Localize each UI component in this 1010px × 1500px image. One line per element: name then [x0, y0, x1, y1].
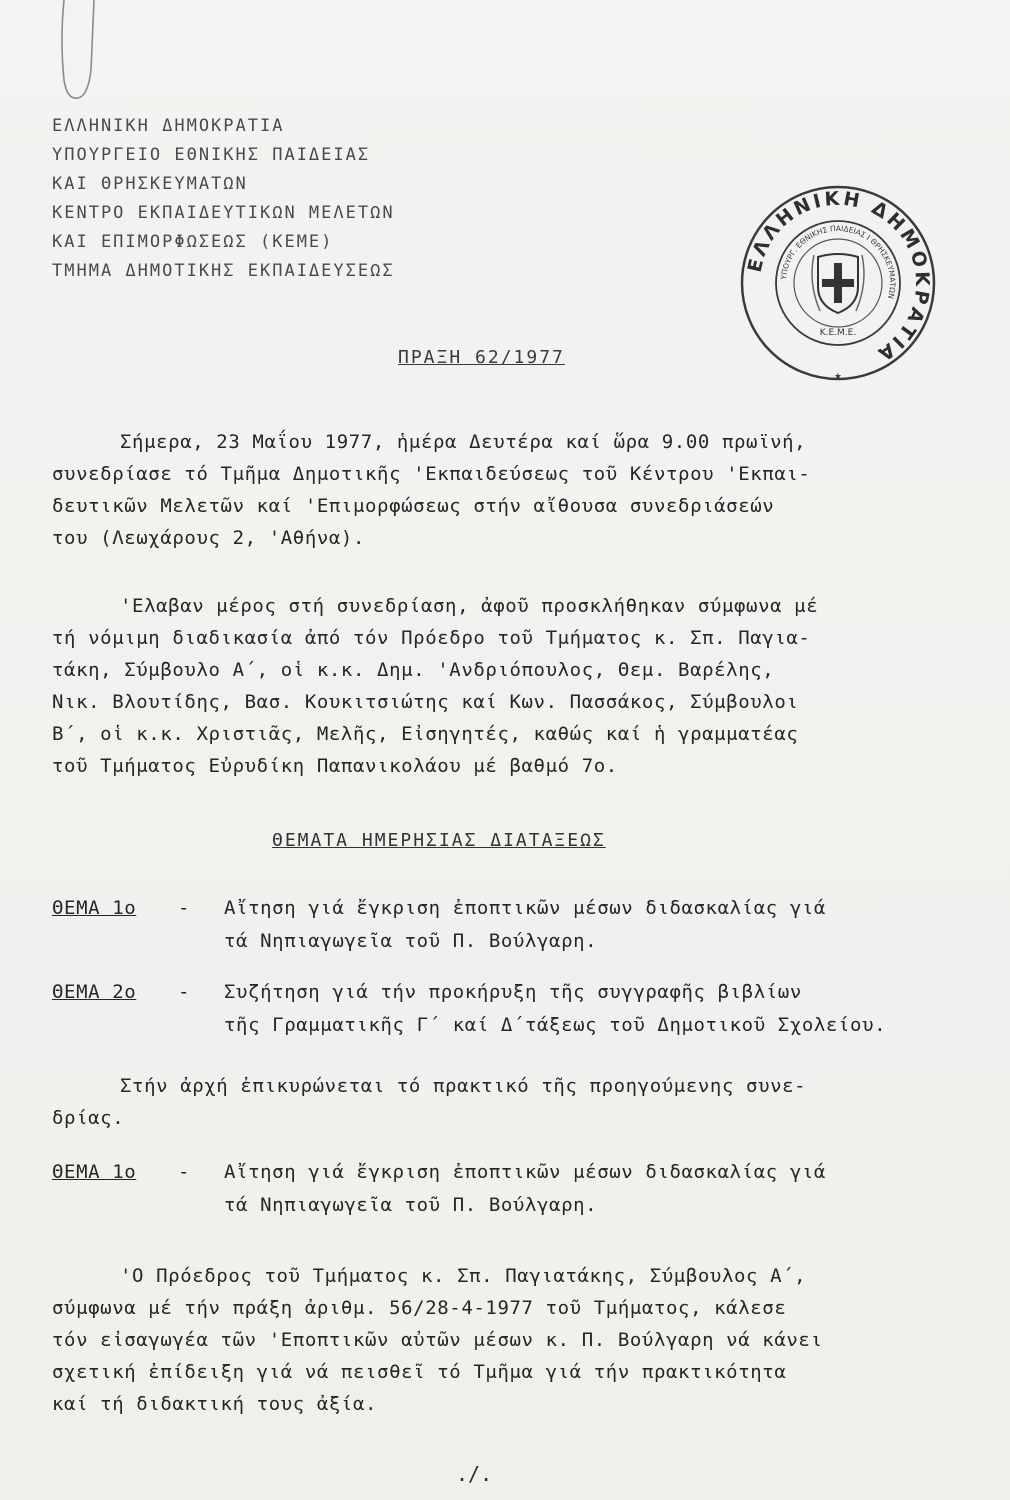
- topic-line: Συζήτηση γιά τήν προκήρυξη τῆς συγγραφῆς βιβλίων: [224, 981, 802, 1003]
- paragraph-line: καί τή διδακτική τους ἀξία.: [52, 1393, 378, 1415]
- paragraph-line: Β΄, οἱ κ.κ. Χριστιᾶς, Μελῆς, Εἰσηγητές, καθώς καί ἡ γραμματέας: [52, 723, 799, 745]
- topic-dash: -: [178, 1161, 191, 1183]
- paragraph-line: Σήμερα, 23 Μαΐου 1977, ἡμέρα Δευτέρα καί ὥρα 9.00 πρωϊνή,: [120, 431, 807, 453]
- letterhead: [52, 112, 395, 286]
- paragraph-line: τόν εἰσαγωγέα τῶν 'Εποπτικῶν αὐτῶν μέσων κ. Π. Βούλγαρη νά κάνει: [52, 1329, 823, 1351]
- letterhead-line: ΤΜΗΜΑ ΔΗΜΟΤΙΚΗΣ ΕΚΠΑΙΔΕΥΣΕΩΣ: [52, 261, 395, 281]
- paragraph-line: σύμφωνα μέ τήν πράξη ἀριθμ. 56/28-4-1977 τοῦ Τμήματος, κάλεσε: [52, 1297, 787, 1319]
- page-title: ΠΡΑΞΗ 62/1977: [398, 347, 565, 368]
- paragraph-line: συνεδρίασε τό Τμῆμα Δημοτικῆς 'Εκπαιδεύσεως τοῦ Κέντρου 'Εκπαι-: [52, 463, 811, 485]
- paragraph-line: τοῦ Τμήματος Εὐρυδίκη Παπανικολάου μέ βαθμό 7ο.: [52, 755, 618, 777]
- topic-line: τῆς Γραμματικῆς Γ΄ καί Δ΄τάξεως τοῦ Δημοτικοῦ Σχολείου.: [224, 1014, 887, 1036]
- topic-dash: -: [178, 897, 191, 919]
- continuation-mark: ./.: [456, 1462, 493, 1486]
- intro-paragraph: [52, 426, 811, 554]
- seal-inner-text: ΥΠΟΥΡΓ. ΕΘΝΙΚΗΣ ΠΑΙΔΕΙΑΣ Ι ΘΡΗΣΚΕΥΜΑΤΩΝ: [779, 223, 898, 300]
- topic-line: Αἴτηση γιά ἔγκριση ἐποπτικῶν μέσων διδασκαλίας γιά: [224, 897, 826, 919]
- paragraph-line: δευτικῶν Μελετῶν καί 'Επιμορφώσεως στήν αἴθουσα συνεδριάσεών: [52, 495, 775, 517]
- paragraph-line: τή νόμιμη διαδικασία ἀπό τόν Πρόεδρο τοῦ Τμήματος κ. Σπ. Παγια-: [52, 627, 811, 649]
- topic-line: τά Νηπιαγωγεῖα τοῦ Π. Βούλγαρη.: [224, 1194, 598, 1216]
- paragraph-line: Στήν ἀρχή ἐπικυρώνεται τό πρακτικό τῆς προηγούμενης συνε-: [120, 1075, 807, 1097]
- letterhead-line: ΚΑΙ ΕΠΙΜΟΡΦΩΣΕΩΣ (ΚΕΜΕ): [52, 232, 334, 252]
- topic-line: τά Νηπιαγωγεῖα τοῦ Π. Βούλγαρη.: [224, 930, 598, 952]
- agenda-heading: ΘΕΜΑΤΑ ΗΜΕΡΗΣΙΑΣ ΔΙΑΤΑΞΕΩΣ: [272, 830, 606, 851]
- letterhead-line: ΚΑΙ ΘΡΗΣΚΕΥΜΑΤΩΝ: [52, 174, 248, 194]
- seal-star-icon: ★: [834, 368, 842, 382]
- topic-label: ΘΕΜΑ 1ο: [52, 1161, 137, 1183]
- topic-dash: -: [178, 981, 191, 1003]
- discussion-paragraph: [52, 1260, 823, 1420]
- paragraph-line: Νικ. Βλουτίδης, Βασ. Κουκιτσιώτης καί Κων. Πασσάκος, Σύμβουλοι: [52, 691, 799, 713]
- topic-line: Αἴτηση γιά ἔγκριση ἐποπτικῶν μέσων διδασκαλίας γιά: [224, 1161, 826, 1183]
- approval-paragraph: [52, 1070, 807, 1134]
- topic-label: ΘΕΜΑ 1ο: [52, 897, 137, 919]
- seal-bottom-text: Κ.Ε.Μ.Ε.: [819, 328, 857, 338]
- letterhead-line: ΥΠΟΥΡΓΕΙΟ ΕΘΝΙΚΗΣ ΠΑΙΔΕΙΑΣ: [52, 145, 371, 165]
- official-seal: [738, 183, 938, 388]
- paragraph-line: τάκη, Σύμβουλο Α΄, οἱ κ.κ. Δημ. 'Ανδριόπουλος, Θεμ. Βαρέλης,: [52, 659, 775, 681]
- paragraph-line: 'Ελαβαν μέρος στή συνεδρίαση, ἀφοῦ προσκλήθηκαν σύμφωνα μέ: [120, 595, 819, 617]
- coat-of-arms-icon: [812, 254, 864, 313]
- paragraph-line: δρίας.: [52, 1107, 125, 1129]
- letterhead-line: ΚΕΝΤΡΟ ΕΚΠΑΙΔΕΥΤΙΚΩΝ ΜΕΛΕΤΩΝ: [52, 203, 395, 223]
- seal-outer-text: ΕΛΛΗΝΙΚΗ ΔΗΜΟΚΡΑΤΙΑ: [743, 187, 934, 367]
- participants-paragraph: [52, 590, 819, 782]
- paragraph-line: του (Λεωχάρους 2, 'Αθήνα).: [52, 527, 366, 549]
- topic-label: ΘΕΜΑ 2ο: [52, 981, 137, 1003]
- pencil-mark: [58, 0, 98, 110]
- letterhead-line: ΕΛΛΗΝΙΚΗ ΔΗΜΟΚΡΑΤΙΑ: [52, 116, 285, 136]
- paragraph-line: 'Ο Πρόεδρος τοῦ Τμήματος κ. Σπ. Παγιατάκης, Σύμβουλος Α΄,: [120, 1265, 807, 1287]
- paragraph-line: σχετική ἐπίδειξη γιά νά πεισθεῖ τό Τμῆμα γιά τήν πρακτικότητα: [52, 1361, 787, 1383]
